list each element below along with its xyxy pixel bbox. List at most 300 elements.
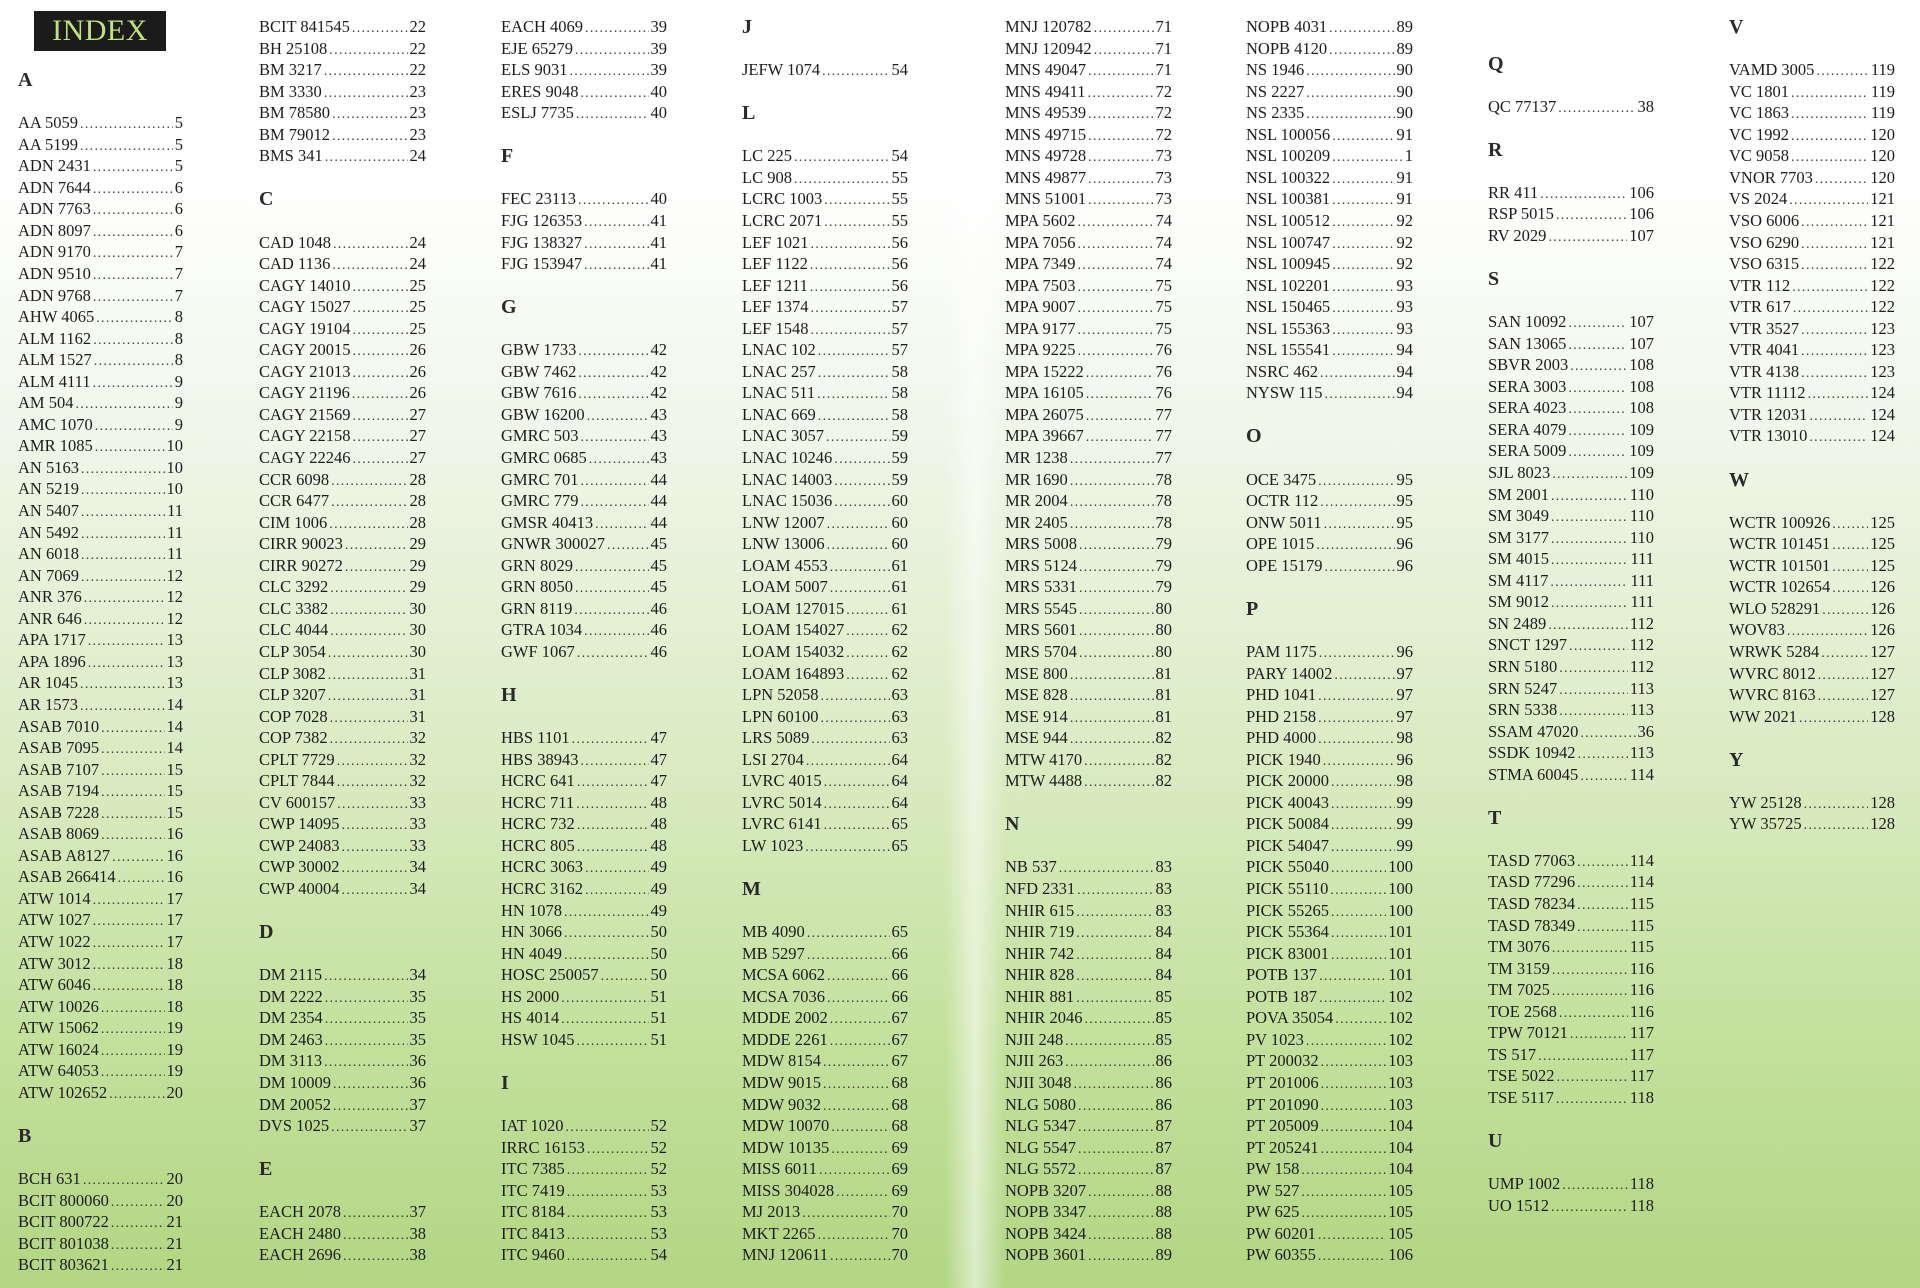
dot-leader (1578, 744, 1628, 766)
index-entry (1729, 512, 1895, 534)
index-entry (1729, 210, 1895, 232)
dot-leader (589, 449, 649, 471)
dot-leader (810, 298, 889, 320)
dot-leader (324, 61, 408, 83)
entry-name: HS 2000 (501, 986, 560, 1006)
page-number: 34 (409, 879, 426, 898)
entry-name: ATW 3012 (18, 953, 91, 973)
section-letter-a: A (18, 69, 33, 91)
entry-name: ASAB 7194 (18, 781, 100, 801)
dot-leader (577, 1031, 649, 1053)
index-entry (501, 619, 667, 641)
entry-name: NHIR 881 (1005, 986, 1075, 1006)
dot-leader (93, 200, 173, 222)
dot-leader (1791, 147, 1868, 169)
dot-leader (81, 567, 165, 589)
entry-name: NSL 155363 (1246, 318, 1331, 338)
page-number: 86 (1155, 1072, 1172, 1092)
index-entry (259, 1223, 426, 1245)
index-entry (1246, 512, 1413, 534)
page-number: 13 (166, 630, 183, 650)
entry-name: ELS 9031 (501, 60, 568, 80)
dot-leader (1793, 298, 1868, 320)
index-entry (501, 1137, 667, 1159)
dot-leader (576, 104, 649, 126)
entry-name: MB 5297 (742, 943, 805, 963)
page-number: 128 (1870, 792, 1895, 812)
index-entry (1729, 188, 1895, 210)
dot-leader (575, 578, 649, 600)
entry-name: VAMD 3005 (1729, 60, 1815, 80)
index-entry (1488, 1173, 1654, 1195)
page-number: 90 (1396, 60, 1413, 80)
entry-name: CAD 1136 (259, 254, 331, 274)
page-number: 26 (409, 383, 426, 403)
page-number: 93 (1396, 318, 1413, 338)
dot-leader (1332, 190, 1394, 212)
dot-leader (353, 341, 408, 363)
entry-name: SN 2489 (1488, 613, 1547, 633)
entry-name: AR 1573 (18, 694, 79, 714)
entry-name: SBVR 2003 (1488, 355, 1569, 375)
entry-name: GRN 8029 (501, 555, 573, 575)
entry-name: BCIT 800722 (18, 1212, 109, 1232)
dot-leader (1832, 557, 1868, 579)
dot-leader (325, 147, 408, 169)
dot-leader (1076, 902, 1153, 924)
index-entry (1729, 145, 1895, 167)
dot-leader (805, 837, 889, 859)
page-number: 56 (891, 232, 908, 252)
entry-name: AA 5059 (18, 113, 79, 133)
entry-name: MPA 9225 (1005, 340, 1076, 360)
dot-leader (1321, 1117, 1387, 1139)
dot-leader (81, 480, 165, 502)
entry-name: PHD 2158 (1246, 706, 1317, 726)
index-entry (742, 576, 908, 598)
dot-leader (1070, 729, 1154, 751)
entry-name: DM 3113 (259, 1051, 323, 1071)
entry-name: CLP 3207 (259, 685, 326, 705)
entry-name: PHD 4000 (1246, 728, 1317, 748)
index-entry (1729, 663, 1895, 685)
dot-leader (1070, 686, 1154, 708)
entry-name: PICK 54047 (1246, 835, 1329, 855)
dot-leader (580, 427, 648, 449)
page-number: 45 (650, 555, 667, 575)
dot-leader (830, 1009, 890, 1031)
page-number: 71 (1155, 17, 1172, 36)
dot-leader (81, 502, 165, 524)
dot-leader (1332, 169, 1394, 191)
dot-leader (580, 492, 648, 514)
index-entry (1488, 484, 1654, 506)
page-number: 122 (1870, 275, 1895, 295)
page-number: 21 (166, 1255, 183, 1275)
index-entry (259, 469, 426, 491)
index-entry (1005, 1137, 1172, 1159)
entry-name: LOAM 127015 (742, 598, 845, 618)
index-entry (742, 770, 908, 792)
entry-name: NOPB 3424 (1005, 1223, 1087, 1243)
entry-name: MDW 10135 (742, 1137, 830, 1157)
page-number: 20 (166, 1082, 183, 1102)
index-entry (1005, 684, 1172, 706)
dot-leader (1551, 486, 1628, 508)
index-entry (1005, 943, 1172, 965)
index-entry (1488, 462, 1654, 484)
index-entry (259, 232, 426, 254)
index-entry (259, 38, 426, 60)
entry-name: ATW 64053 (18, 1061, 99, 1081)
index-entry (259, 1201, 426, 1223)
dot-leader (93, 179, 173, 201)
dot-leader (1808, 384, 1869, 406)
index-entry (1246, 943, 1413, 965)
page-number: 108 (1629, 376, 1654, 396)
index-entry (742, 188, 908, 210)
page-number: 57 (891, 318, 908, 338)
page-number: 113 (1629, 743, 1654, 763)
entry-name: LVRC 6141 (742, 814, 822, 834)
entry-name: DM 2222 (259, 986, 323, 1006)
page-number: 69 (891, 1180, 908, 1200)
page-number: 37 (409, 1094, 426, 1114)
index-entry (18, 737, 183, 759)
index-entry (742, 253, 908, 275)
entry-name: BCIT 801038 (18, 1233, 109, 1253)
index-entry (259, 145, 426, 167)
entry-name: LSI 2704 (742, 749, 804, 769)
index-entry (259, 447, 426, 469)
page-number: 30 (409, 598, 426, 618)
page-number: 91 (1396, 167, 1413, 187)
dot-leader (1084, 772, 1153, 794)
index-entry (1005, 16, 1172, 38)
index-entry (18, 1233, 183, 1255)
page-number: 115 (1629, 937, 1654, 957)
entry-name: MB 4090 (742, 922, 805, 942)
index-entry (259, 1244, 426, 1266)
index-entry (742, 1158, 908, 1180)
dot-leader (1568, 421, 1627, 443)
index-entry (259, 813, 426, 835)
index-entry (18, 328, 183, 350)
page-number: 32 (409, 771, 426, 791)
index-entry (1729, 598, 1895, 620)
index-entry (259, 318, 426, 340)
index-entry (1729, 706, 1895, 728)
index-entry (18, 392, 183, 414)
dot-leader (824, 190, 889, 212)
index-entry (1729, 59, 1895, 81)
dot-leader (1321, 1096, 1387, 1118)
entry-name: MPA 39667 (1005, 426, 1084, 446)
dot-leader (846, 621, 889, 643)
page-number: 63 (891, 685, 908, 705)
dot-leader (1079, 621, 1154, 643)
index-entry (1005, 619, 1172, 641)
page-number: 45 (650, 577, 667, 597)
index-entry (1488, 656, 1654, 678)
page-number: 40 (650, 81, 667, 101)
entry-name: SRN 5338 (1488, 700, 1558, 720)
dot-leader (88, 631, 165, 653)
page-number: 10 (166, 436, 183, 456)
page-number: 18 (166, 996, 183, 1016)
entry-name: NOPB 4031 (1246, 17, 1328, 36)
page-number: 56 (891, 254, 908, 274)
dot-leader (343, 1225, 407, 1247)
index-entry (259, 1115, 426, 1137)
dot-leader (1079, 535, 1154, 557)
dot-leader (1559, 658, 1628, 680)
dot-leader (1070, 449, 1154, 471)
entry-name: WCTR 102654 (1729, 577, 1831, 597)
page-number: 48 (650, 814, 667, 834)
entry-name: FJG 153947 (501, 254, 583, 274)
page-number: 29 (409, 534, 426, 554)
dot-leader (331, 471, 407, 493)
page-number: 117 (1629, 1023, 1654, 1043)
dot-leader (1088, 104, 1153, 126)
index-entry (742, 1072, 908, 1094)
dot-leader (846, 665, 889, 687)
index-entry (1246, 1201, 1413, 1223)
entry-name: AM 504 (18, 393, 74, 413)
page-number: 114 (1629, 764, 1654, 784)
index-entry (1488, 893, 1654, 915)
dot-leader (101, 1062, 165, 1084)
index-entry (1488, 1065, 1654, 1087)
page-number: 38 (409, 1245, 426, 1265)
dot-leader (1568, 335, 1627, 357)
entry-name: YW 25128 (1729, 792, 1802, 812)
page-number: 52 (650, 1116, 667, 1136)
entry-name: MPA 7056 (1005, 232, 1076, 252)
index-entry (1488, 1022, 1654, 1044)
index-entry (501, 102, 667, 124)
dot-leader (578, 341, 648, 363)
dot-leader (343, 1203, 407, 1225)
page-number: 15 (166, 759, 183, 779)
index-entry (1246, 296, 1413, 318)
index-entry (18, 220, 183, 242)
index-entry (501, 921, 667, 943)
dot-leader (1070, 665, 1154, 687)
index-entry (1005, 124, 1172, 146)
index-entry (1005, 921, 1172, 943)
page-number: 31 (409, 706, 426, 726)
page-number: 15 (166, 781, 183, 801)
index-entry (259, 490, 426, 512)
dot-leader (1332, 341, 1394, 363)
index-entry (742, 964, 908, 986)
section-letter-l: L (742, 102, 756, 125)
dot-leader (1088, 1225, 1153, 1247)
index-entry (1246, 900, 1413, 922)
page-number: 73 (1155, 167, 1172, 187)
entry-name: POTB 137 (1246, 965, 1318, 985)
entry-name: CAGY 21196 (259, 383, 350, 403)
index-entry (501, 1115, 667, 1137)
dot-leader (810, 255, 890, 277)
dot-leader (1791, 126, 1868, 148)
entry-name: ITC 8413 (501, 1223, 565, 1243)
dot-leader (834, 492, 889, 514)
index-entry (742, 425, 908, 447)
dot-leader (331, 492, 407, 514)
dot-leader (93, 955, 165, 977)
dot-leader (569, 61, 648, 83)
dot-leader (1568, 442, 1627, 464)
dot-leader (578, 190, 648, 212)
dot-leader (93, 373, 173, 395)
entry-name: NS 2227 (1246, 81, 1305, 101)
entry-name: BCIT 803621 (18, 1255, 109, 1275)
dot-leader (1332, 298, 1394, 320)
dot-leader (101, 761, 164, 783)
index-entry (1729, 124, 1895, 146)
dot-leader (93, 222, 173, 244)
entry-name: VC 1992 (1729, 124, 1790, 144)
entry-name: SERA 5009 (1488, 441, 1567, 461)
dot-leader (1570, 356, 1627, 378)
index-entry (259, 102, 426, 124)
index-entry (1005, 296, 1172, 318)
entry-name: PICK 55364 (1246, 922, 1329, 942)
entry-name: HSW 1045 (501, 1029, 575, 1049)
page-number: 57 (891, 340, 908, 360)
dot-leader (824, 794, 890, 816)
page-number: 29 (409, 555, 426, 575)
entry-name: PW 158 (1246, 1159, 1300, 1179)
entry-name: MPA 7349 (1005, 254, 1076, 274)
index-entry (1729, 641, 1895, 663)
index-entry (742, 167, 908, 189)
dot-leader (111, 1256, 165, 1278)
dot-leader (118, 868, 165, 890)
entry-name: COP 7028 (259, 706, 328, 726)
entry-name: LVRC 4015 (742, 771, 822, 791)
index-entry (501, 361, 667, 383)
page-number: 94 (1396, 361, 1413, 381)
entry-name: PW 527 (1246, 1180, 1300, 1200)
dot-leader (80, 114, 173, 136)
dot-leader (1787, 621, 1868, 643)
entry-name: LNAC 669 (742, 404, 816, 424)
page-number: 52 (650, 1137, 667, 1157)
entry-name: MNJ 120782 (1005, 17, 1092, 36)
dot-leader (834, 471, 889, 493)
page-number: 71 (1155, 60, 1172, 80)
page-number: 14 (166, 716, 183, 736)
entry-name: CAD 1048 (259, 232, 331, 252)
page-number: 75 (1155, 297, 1172, 317)
page-number: 62 (891, 663, 908, 683)
dot-leader (353, 449, 408, 471)
dot-leader (823, 1052, 890, 1074)
entry-name: GBW 1733 (501, 340, 577, 360)
index-entry (1488, 958, 1654, 980)
index-entry (1488, 96, 1654, 118)
page-number: 87 (1155, 1159, 1172, 1179)
page-number: 60 (891, 534, 908, 554)
index-entry (501, 425, 667, 447)
dot-leader (1320, 492, 1394, 514)
page-number: 122 (1870, 254, 1895, 274)
dot-leader (95, 437, 165, 459)
dot-leader (343, 1246, 407, 1268)
index-entry (501, 856, 667, 878)
dot-leader (1550, 572, 1628, 594)
dot-leader (1332, 234, 1394, 256)
page-number: 60 (891, 512, 908, 532)
page-number: 64 (891, 792, 908, 812)
page-number: 41 (650, 210, 667, 230)
dot-leader (80, 696, 164, 718)
entry-name: CAGY 22246 (259, 448, 351, 467)
page-number: 73 (1155, 189, 1172, 209)
entry-name: RV 2029 (1488, 225, 1547, 245)
entry-name: LOAM 4553 (742, 555, 828, 575)
entry-name: ATW 1027 (18, 910, 91, 930)
entry-name: CAGY 21013 (259, 361, 351, 381)
entry-name: PARY 14002 (1246, 663, 1333, 683)
dot-leader (1551, 550, 1628, 572)
index-entry (1246, 555, 1413, 577)
entry-name: SM 4015 (1488, 549, 1549, 569)
index-entry (259, 576, 426, 598)
page-number: 29 (409, 577, 426, 597)
dot-leader (353, 298, 408, 320)
index-entry (1246, 770, 1413, 792)
page-number: 12 (166, 565, 183, 585)
entry-name: VTR 12031 (1729, 404, 1808, 424)
index-entry (1005, 1244, 1172, 1266)
page-number: 23 (409, 81, 426, 101)
entry-name: GTRA 1034 (501, 620, 583, 640)
dot-leader (567, 1203, 649, 1225)
page-number: 113 (1629, 678, 1654, 698)
section-letter-m: M (742, 878, 761, 900)
entry-name: TM 7025 (1488, 980, 1550, 1000)
entry-name: LNW 13006 (742, 534, 825, 554)
dot-leader (1321, 1052, 1387, 1074)
page-number: 91 (1396, 189, 1413, 209)
dot-leader (577, 837, 649, 859)
dot-leader (111, 1235, 165, 1257)
page-number: 30 (409, 641, 426, 661)
page-number: 6 (174, 177, 183, 197)
section-letter-b: B (18, 1124, 32, 1147)
index-entry (742, 145, 908, 167)
index-entry (1005, 663, 1172, 685)
index-entry (501, 770, 667, 792)
index-entry (18, 285, 183, 307)
index-entry (1729, 404, 1895, 426)
page-number: 90 (1396, 103, 1413, 123)
index-entry (1246, 813, 1413, 835)
entry-name: NLG 5547 (1005, 1137, 1077, 1157)
dot-leader (1818, 665, 1869, 687)
page-number: 105 (1388, 1202, 1413, 1222)
entry-name: AMC 1070 (18, 414, 93, 434)
entry-name: TOE 2568 (1488, 1001, 1557, 1021)
entry-name: AN 6018 (18, 544, 79, 564)
entry-name: NS 2335 (1246, 103, 1305, 123)
entry-name: COP 7382 (259, 728, 328, 748)
